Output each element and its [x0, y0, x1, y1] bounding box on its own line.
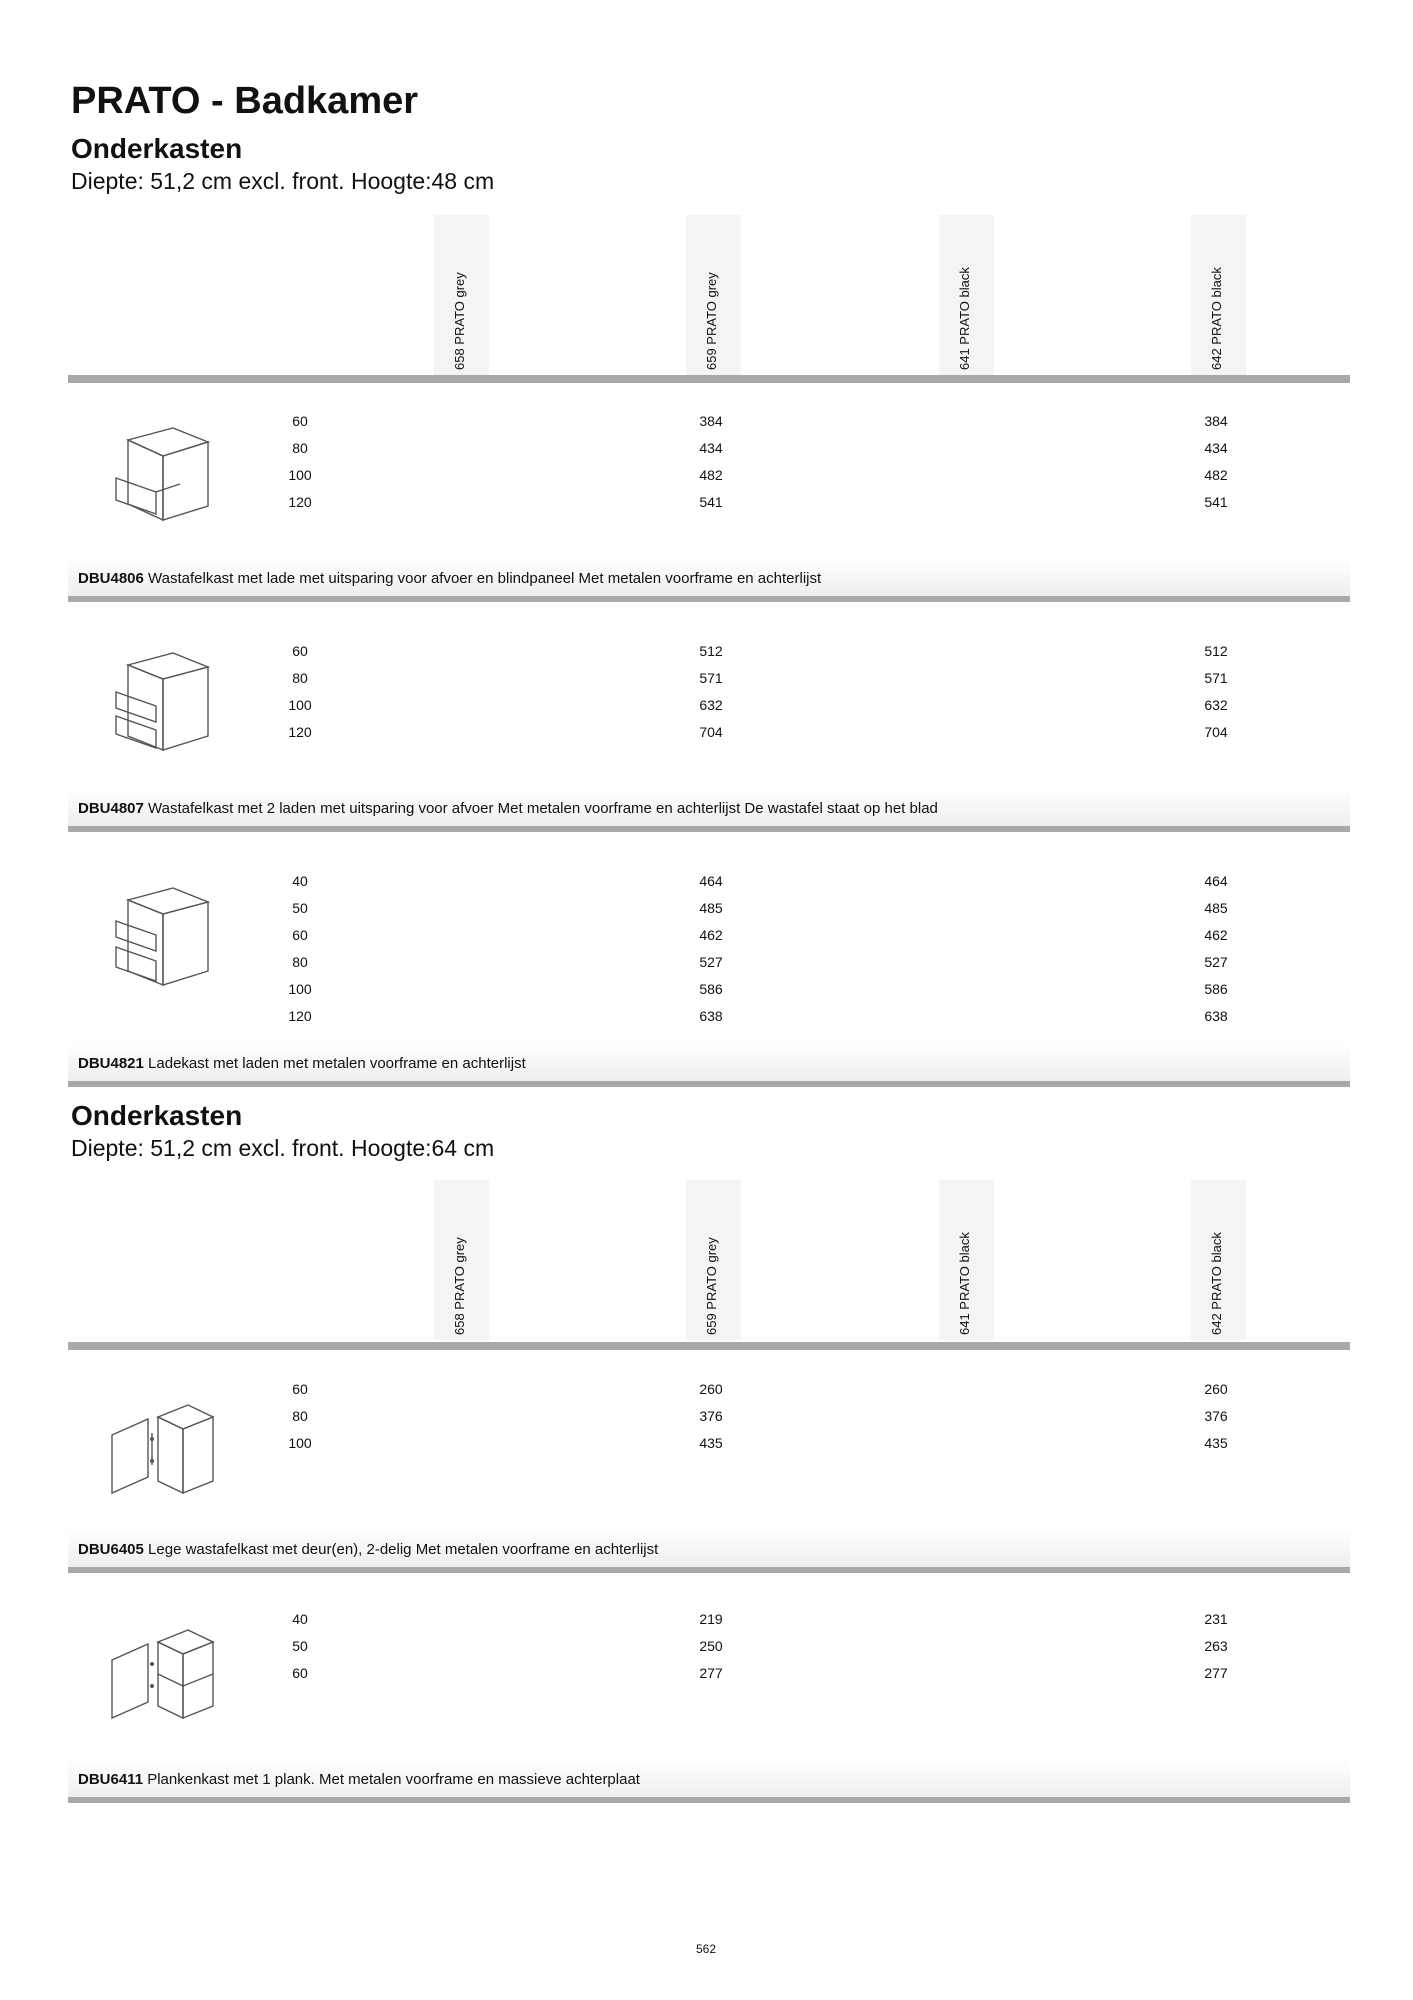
width-values: 60 80 100: [288, 1381, 312, 1451]
page-number: 562: [695, 1942, 717, 1956]
price-values-659: 512 571 632 704: [699, 643, 723, 740]
product-code: DBU4821: [78, 1055, 144, 1072]
product-code: DBU4807: [78, 800, 144, 817]
column-header: 659 PRATO grey: [704, 1237, 719, 1335]
drawer-cabinet-icon: [108, 885, 218, 995]
price-values-642: 464 485 462 527 586 638: [1204, 873, 1228, 1024]
width-values: 40 50 60: [292, 1611, 308, 1681]
column-header: 658 PRATO grey: [452, 272, 467, 370]
product-text: Wastafelkast met lade met uitsparing voor afvoer en blindpaneel Met metalen voorframe en achterlijst: [148, 570, 822, 587]
product-description: [78, 570, 821, 587]
width-values: 60 80 100 120: [288, 643, 312, 740]
cabinet-drawer-icon: [108, 420, 218, 530]
cabinet-door-icon: [108, 1395, 218, 1505]
row-divider: [68, 1567, 1350, 1573]
row-divider: [68, 596, 1350, 602]
row-divider: [68, 1081, 1350, 1087]
price-values-642: 231 263 277: [1204, 1611, 1228, 1681]
section-heading: Onderkasten: [71, 1100, 243, 1131]
section-subheading: Diepte: 51,2 cm excl. front. Hoogte:64 cm: [71, 1135, 495, 1161]
width-values: 60 80 100 120: [288, 413, 312, 510]
column-header: 642 PRATO black: [1209, 267, 1224, 370]
product-description: [78, 1055, 526, 1072]
price-values-659: 260 376 435: [699, 1381, 723, 1451]
price-values-642: 260 376 435: [1204, 1381, 1228, 1451]
price-values-659: 219 250 277: [699, 1611, 723, 1681]
product-text: Ladekast met laden met metalen voorframe en achterlijst: [148, 1055, 526, 1072]
column-header: 642 PRATO black: [1209, 1232, 1224, 1335]
header-divider: [68, 1342, 1350, 1350]
product-code: DBU6411: [78, 1771, 144, 1788]
column-header: 641 PRATO black: [957, 1232, 972, 1335]
product-description: [78, 1771, 640, 1788]
product-code: DBU6405: [78, 1541, 144, 1558]
product-description: [78, 1541, 658, 1558]
row-divider: [68, 826, 1350, 832]
product-text: Lege wastafelkast met deur(en), 2-delig Met metalen voorframe en achterlijst: [148, 1541, 659, 1558]
cabinet-shelf-icon: [108, 1620, 218, 1730]
price-values-642: 384 434 482 541: [1204, 413, 1228, 510]
price-values-659: 384 434 482 541: [699, 413, 723, 510]
price-values-642: 512 571 632 704: [1204, 643, 1228, 740]
header-divider: [68, 375, 1350, 383]
column-header: 658 PRATO grey: [452, 1237, 467, 1335]
price-values-659: 464 485 462 527 586 638: [699, 873, 723, 1024]
column-header: 659 PRATO grey: [704, 272, 719, 370]
column-header: 641 PRATO black: [957, 267, 972, 370]
row-divider: [68, 1797, 1350, 1803]
width-values: 40 50 60 80 100 120: [288, 873, 312, 1024]
section-heading: Onderkasten: [71, 133, 243, 164]
product-description: [78, 800, 938, 817]
cabinet-two-drawers-icon: [108, 650, 218, 760]
section-subheading: Diepte: 51,2 cm excl. front. Hoogte:48 cm: [71, 168, 495, 194]
product-text: Wastafelkast met 2 laden met uitsparing voor afvoer Met metalen voorframe en achterlijst De wastafel staat op het blad: [148, 800, 938, 817]
product-text: Plankenkast met 1 plank. Met metalen voorframe en massieve achterplaat: [147, 1771, 640, 1788]
page-title: PRATO - Badkamer: [71, 80, 419, 122]
product-code: DBU4806: [78, 570, 144, 587]
